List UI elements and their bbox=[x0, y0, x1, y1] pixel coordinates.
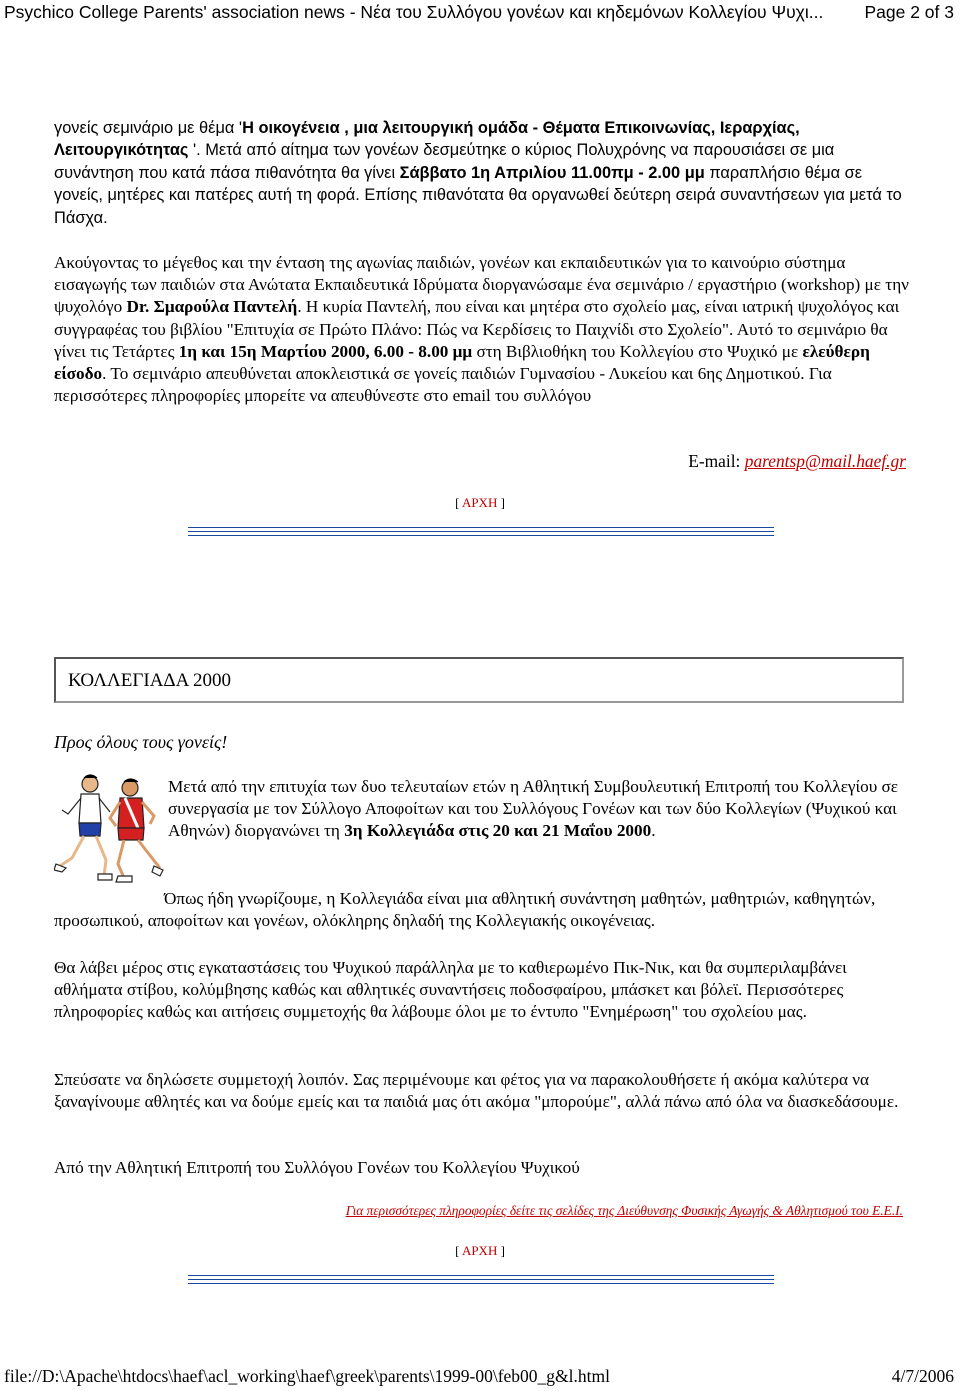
text: . Το σεμινάριο απευθύνεται αποκλειστικά σε γονείς παιδιών Γυμνασίου - Λυκείου και 6ης Δημοτικού. Για περισσότερες πληροφορίες μπορείτε να απευθύνεστε στο email του συλλόγου bbox=[54, 364, 832, 406]
greeting: Προς όλους τους γονείς! bbox=[54, 732, 228, 752]
text: '. Μετά από αίτημα των γονέων δεσμεύτηκε ο κύριος Πολυχρόνης να παρουσιάσει σε μια συνάντηση που κατά πάσα πιθανότητα θα γίνει bbox=[54, 141, 835, 182]
print-date: 4/7/2006 bbox=[891, 1366, 954, 1386]
page-header-title: Psychico College Parents' association news - Νέα του Συλλόγου γονέων και κηδεμόνων Κολλεγίου Ψυχι... bbox=[4, 2, 824, 22]
kollegiada-paragraph-2 bbox=[54, 888, 914, 932]
page-number: Page 2 of 3 bbox=[864, 2, 954, 22]
page-header bbox=[4, 2, 954, 24]
more-info bbox=[346, 1203, 903, 1219]
more-info-link[interactable]: Για περισσότερες πληροφορίες δείτε τις σελίδες της Διεύθυνσης Φυσικής Αγωγής & Αθλητισμού του Ε.Ε.Ι. bbox=[345, 1203, 903, 1218]
bracket: ] bbox=[497, 495, 505, 510]
text: Όπως ήδη γνωρίζουμε, η Κολλεγιάδα είναι μια αθλητική συνάντηση μαθητών, μαθητριών, καθηγητών, προσωπικού, αποφοίτων και γονέων, ολόκληρης δηλαδή της Κολλεγιακής οικογένειας. bbox=[54, 889, 876, 930]
page-footer bbox=[4, 1366, 954, 1388]
email-line bbox=[688, 451, 906, 472]
top-nav-1 bbox=[0, 495, 960, 511]
runners-icon bbox=[54, 768, 164, 883]
kollegiada-paragraph-1 bbox=[168, 776, 903, 842]
signature-line: Από την Αθλητική Επιτροπή του Συλλόγου Γονέων του Κολλεγίου Ψυχικού bbox=[54, 1158, 580, 1177]
seminar-paragraph-1 bbox=[54, 117, 914, 229]
bracket: [ bbox=[455, 495, 462, 510]
event-date: 3η Κολλεγιάδα στις 20 και 21 Μαΐου 2000 bbox=[344, 821, 652, 840]
bracket: ] bbox=[497, 1243, 505, 1258]
section-heading-box bbox=[54, 657, 904, 703]
bracket: [ bbox=[455, 1243, 462, 1258]
seminar-dates: 1η και 15η Μαρτίου 2000, 6.00 - 8.00 μμ bbox=[178, 341, 473, 361]
seminar-date: Σάββατο 1η Απριλίου 11.00πμ - 2.00 μμ bbox=[399, 163, 705, 182]
divider bbox=[188, 1275, 774, 1284]
section-title: ΚΟΛΛΕΓΙΑΔΑ 2000 bbox=[68, 670, 232, 691]
text: . Η κυρία Παντελή, που είναι και μητέρα στο σχολείο μας, είναι ιατρική ψυχολόγος και συγγραφέας του βιβλίου "Επιτυχία σε Πρώτο Πλάνο: Πώς να Κερδίσεις το Παιχνίδι στο Σχολείο". Αυτό το σεμινάριο θα γίνει τις Τετάρτες bbox=[54, 297, 900, 361]
text: παραπλήσιο θέμα σε γονείς, μητέρες και πατέρες αυτή τη φορά. Επίσης πιθανότατα θα οργανωθεί δεύτερη σειρά συναντήσεων για μετά το Πάσχα. bbox=[54, 163, 902, 227]
free-entry: ελεύθερη είσοδο bbox=[54, 341, 870, 384]
file-path: file://D:\Apache\htdocs\haef\acl_working\haef\greek\parents\1999-00\feb00_g&l.html bbox=[4, 1366, 610, 1386]
text: Μετά από την επιτυχία των δυο τελευταίων ετών η Αθλητική Συμβουλευτική Επιτροπή του Κολλεγίου σε συνεργασία με τον Σύλλογο Αποφοίτων και του Συλλόγους Γονέων και των δύο Κολλεγίων (Ψυχικού και Αθηνών) διοργανώνει τη bbox=[168, 777, 899, 840]
divider bbox=[188, 527, 774, 536]
text: γονείς σεμινάριο με θέμα ' bbox=[54, 119, 243, 137]
email-label: E-mail: bbox=[688, 451, 745, 471]
kollegiada-paragraph-3: Θα λάβει μέρος στις εγκαταστάσεις του Ψυχικού παράλληλα με το καθιερωμένο Πικ-Νικ, και θα συμπεριλαμβάνει αθλήματα στίβου, κολύμβησης καθώς και αθλητικές συναντήσεις ποδοσφαίρου, μπάσκετ και βόλεϊ. Περισσότερες πληροφορίες καθώς και αιτήσεις συμμετοχής θα λάβουμε όλοι με το έντυπο "Ενημέρωση" του σχολείου μας. bbox=[54, 958, 847, 1021]
home-link[interactable]: ΑΡΧΗ bbox=[461, 1243, 498, 1258]
text: . bbox=[651, 821, 656, 840]
top-nav-2 bbox=[0, 1243, 960, 1259]
psychologist-name: Dr. Σμαρούλα Παντελή bbox=[126, 297, 298, 317]
text: Ακούγοντας το μέγεθος και την ένταση της αγωνίας παιδιών, γονέων και εκπαιδευτικών για το καινούριο σύστημα εισαγωγής των παιδιών στα Ανώτατα Εκπαιδευτικά Ιδρύματα διοργανώσαμε ένα σεμινάριο / εργαστήριο (workshop) με την ψυχολόγο bbox=[54, 253, 909, 317]
text: στη Βιβλιοθήκη του Κολλεγίου στο Ψυχικό με bbox=[472, 341, 803, 361]
seminar-paragraph-2 bbox=[54, 252, 914, 407]
email-link[interactable]: parentsp@mail.haef.gr bbox=[744, 451, 906, 471]
home-link[interactable]: ΑΡΧΗ bbox=[461, 495, 498, 510]
seminar-topic: Η οικογένεια , μια λειτουργική ομάδα - Θέματα Επικοινωνίας, Ιεραρχίας, Λειτουργικότητας bbox=[54, 119, 800, 160]
kollegiada-paragraph-4: Σπεύσατε να δηλώσετε συμμετοχή λοιπόν. Σας περιμένουμε και φέτος για να παρακολουθήσετε ή ακόμα καλύτερα να ξαναγίνουμε αθλητές και να δούμε εμείς και τα παιδιά μας ότι ακόμα "μπορούμε", αλλά πάνω από όλα να διασκεδάσουμε. bbox=[54, 1070, 899, 1111]
